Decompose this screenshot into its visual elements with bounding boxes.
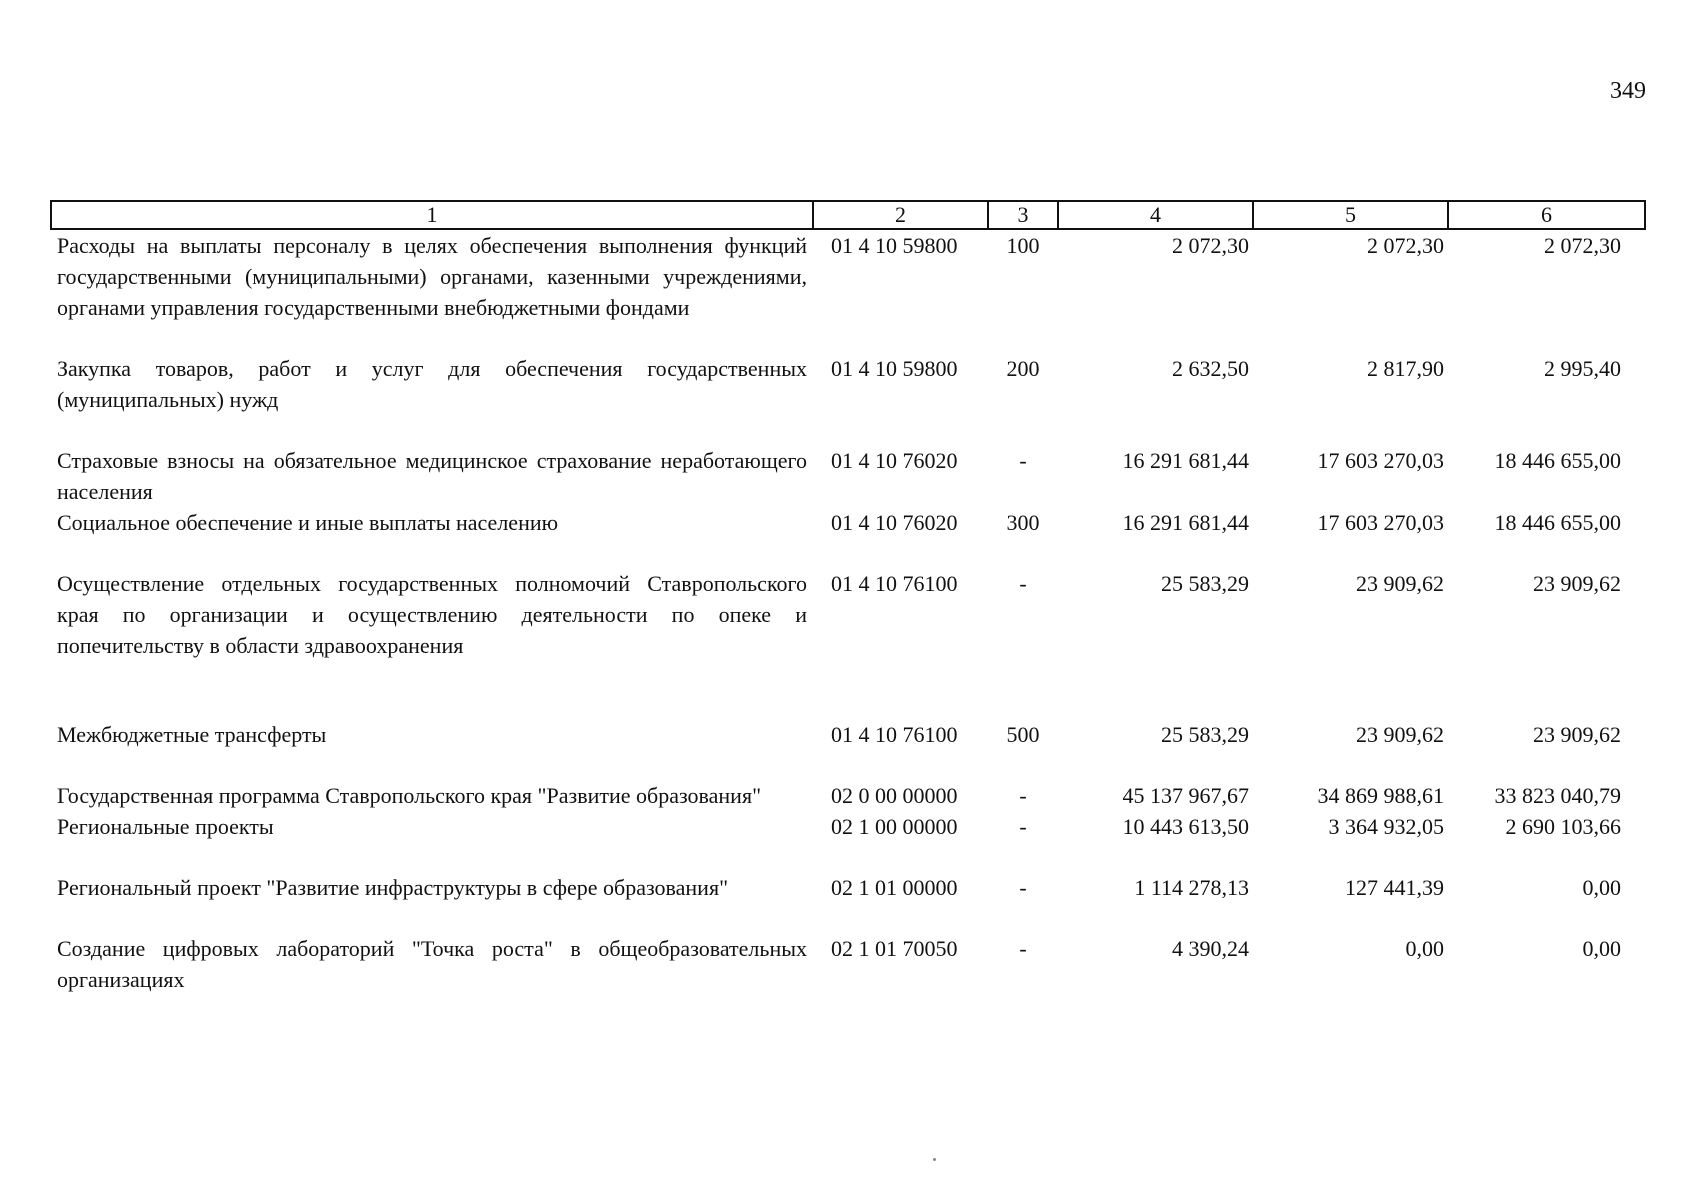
row-value-1: 10 443 613,50 — [1122, 814, 1249, 839]
row-expense-type: - — [1019, 875, 1027, 900]
row-value-2: 2 817,90 — [1367, 356, 1444, 381]
row-value-1: 16 291 681,44 — [1122, 510, 1249, 535]
row-expense-type: - — [1019, 814, 1027, 839]
row-code: 02 1 01 70050 — [831, 936, 958, 961]
header-col-1: 1 — [51, 201, 813, 229]
row-value-1: 1 114 278,13 — [1134, 875, 1249, 900]
table-row — [51, 353, 1645, 445]
row-code: 02 1 00 00000 — [831, 814, 958, 839]
row-code: 02 1 01 00000 — [831, 875, 958, 900]
row-value-3: 23 909,62 — [1533, 722, 1621, 747]
row-expense-type: - — [1019, 936, 1027, 961]
row-value-2: 17 603 270,03 — [1317, 448, 1444, 473]
budget-table — [50, 200, 1646, 995]
row-code: 01 4 10 76020 — [831, 510, 958, 535]
scan-speck — [933, 1158, 936, 1161]
row-value-3: 23 909,62 — [1533, 571, 1621, 596]
header-col-2: 2 — [813, 201, 988, 229]
row-value-2: 2 072,30 — [1367, 233, 1444, 258]
row-expense-type: 500 — [1006, 722, 1040, 747]
row-code: 01 4 10 76020 — [831, 448, 958, 473]
row-value-3: 0,00 — [1582, 875, 1621, 900]
row-value-2: 17 603 270,03 — [1317, 510, 1444, 535]
row-code: 01 4 10 76100 — [831, 722, 958, 747]
row-value-1: 25 583,29 — [1161, 722, 1249, 747]
table-row — [51, 229, 1645, 353]
row-value-3: 18 446 655,00 — [1494, 448, 1621, 473]
row-value-1: 25 583,29 — [1161, 571, 1249, 596]
row-value-2: 0,00 — [1405, 936, 1444, 961]
header-col-3: 3 — [988, 201, 1058, 229]
row-value-2: 127 441,39 — [1345, 875, 1444, 900]
row-value-3: 33 823 040,79 — [1494, 783, 1621, 808]
page-number: 349 — [1610, 78, 1646, 104]
row-value-3: 2 690 103,66 — [1505, 814, 1621, 839]
row-value-1: 45 137 967,67 — [1122, 783, 1249, 808]
row-name: Закупка товаров, работ и услуг для обеспечения государственных (муниципальных) нужд — [57, 356, 807, 412]
table-row — [51, 719, 1645, 780]
row-value-3: 2 072,30 — [1544, 233, 1621, 258]
row-name: Межбюджетные трансферты — [57, 722, 327, 747]
row-value-1: 16 291 681,44 — [1122, 448, 1249, 473]
table-row — [51, 872, 1645, 933]
row-expense-type: 300 — [1006, 510, 1040, 535]
row-name: Осуществление отдельных государственных полномочий Ставропольского края по организации и осуществлению деятельности по опеке и попечительству в области здравоохранения — [57, 571, 807, 658]
row-value-2: 34 869 988,61 — [1317, 783, 1444, 808]
row-value-1: 4 390,24 — [1172, 936, 1249, 961]
row-code: 01 4 10 59800 — [831, 233, 958, 258]
row-name: Расходы на выплаты персоналу в целях обеспечения выполнения функций государственными (муниципальными) органами, казенными учреждениями, органами управления государственными внебюджетными фондами — [57, 233, 807, 320]
row-expense-type: 100 — [1006, 233, 1040, 258]
table-row — [51, 568, 1645, 719]
row-name: Социальное обеспечение и иные выплаты населению — [57, 510, 559, 535]
row-name: Региональные проекты — [57, 814, 274, 839]
table-row — [51, 933, 1645, 995]
row-value-3: 18 446 655,00 — [1494, 510, 1621, 535]
row-code: 02 0 00 00000 — [831, 783, 958, 808]
table-row — [51, 445, 1645, 507]
row-value-3: 0,00 — [1582, 936, 1621, 961]
row-name: Создание цифровых лабораторий "Точка роста" в общеобразовательных организациях — [57, 936, 807, 992]
row-value-1: 2 072,30 — [1172, 233, 1249, 258]
header-col-5: 5 — [1253, 201, 1448, 229]
row-name: Страховые взносы на обязательное медицинское страхование неработающего населения — [57, 448, 807, 504]
row-expense-type: - — [1019, 783, 1027, 808]
header-row — [51, 201, 1645, 229]
row-expense-type: 200 — [1006, 356, 1040, 381]
row-value-3: 2 995,40 — [1544, 356, 1621, 381]
table-row — [51, 811, 1645, 872]
row-code: 01 4 10 59800 — [831, 356, 958, 381]
header-col-6: 6 — [1448, 201, 1645, 229]
row-expense-type: - — [1019, 448, 1027, 473]
table-row — [51, 780, 1645, 811]
row-name: Государственная программа Ставропольского края "Развитие образования" — [57, 783, 762, 808]
row-value-2: 23 909,62 — [1356, 571, 1444, 596]
row-value-1: 2 632,50 — [1172, 356, 1249, 381]
row-name: Региональный проект "Развитие инфраструктуры в сфере образования" — [57, 875, 729, 900]
row-expense-type: - — [1019, 571, 1027, 596]
header-col-4: 4 — [1058, 201, 1253, 229]
row-value-2: 23 909,62 — [1356, 722, 1444, 747]
row-value-2: 3 364 932,05 — [1328, 814, 1444, 839]
row-code: 01 4 10 76100 — [831, 571, 958, 596]
table-row — [51, 507, 1645, 568]
